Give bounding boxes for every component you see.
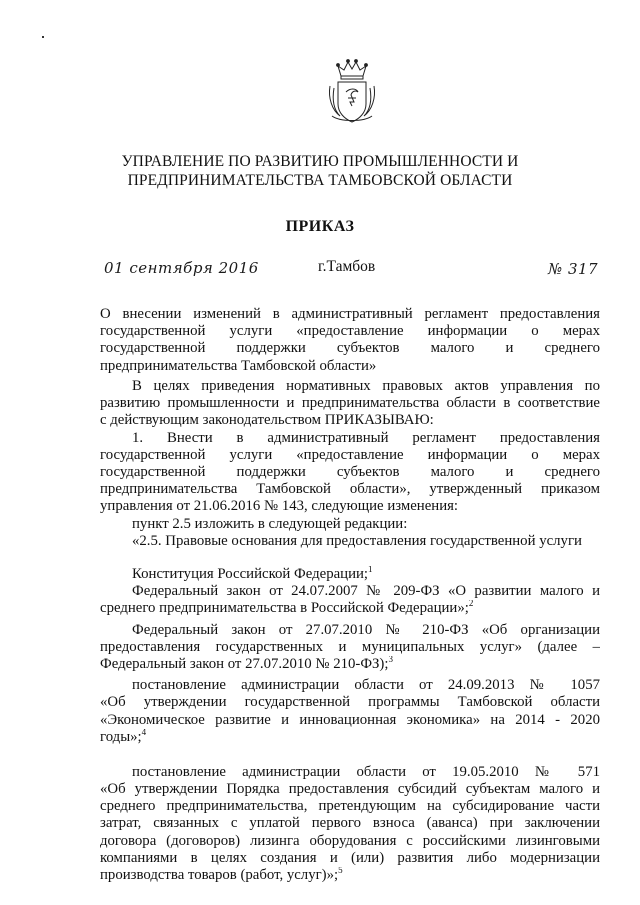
footnote-ref: 3	[388, 655, 393, 665]
body-line: «2.5. Правовые основания для предоставления государственной услуги	[132, 532, 582, 549]
body-line: 1. Внести в административный регламент предоставления	[132, 429, 600, 446]
subject-line: государственной услуги «предоставление информации о мерах	[100, 323, 600, 340]
coat-of-arms-emblem	[324, 58, 380, 128]
subject-line: предпринимательства Тамбовской области»	[100, 357, 377, 374]
legal-item-constitution	[100, 566, 600, 583]
legal-line	[100, 656, 600, 673]
body-line: государственной услуги «предоставление информации о мерах	[100, 446, 600, 463]
legal-line	[100, 600, 600, 617]
legal-line: «Экономическое развитие и инновационная экономика» на 2014 - 2020	[100, 711, 600, 728]
legal-text: среднего предпринимательства в Российской Федерации»;	[100, 600, 469, 617]
legal-line: компаниями в целях создания и (или) развития либо модернизации	[100, 849, 600, 866]
legal-line: постановление администрации области от 24.09.2013 № 1057	[132, 677, 600, 694]
legal-text: Конституция Российской Федерации;	[132, 566, 369, 582]
document-type-title: ПРИКАЗ	[285, 218, 355, 235]
scan-speck	[42, 36, 44, 38]
legal-text: Федеральный закон от 27.07.2010 № 210-ФЗ);	[100, 655, 389, 672]
body-line: государственной поддержки субъектов малого и среднего	[100, 463, 600, 480]
legal-line: договора (договоров) лизинга оборудования с российскими лизинговыми	[100, 832, 600, 849]
subject-line: О внесении изменений в административный регламент предоставления	[100, 306, 600, 322]
subject-line: государственной поддержки субъектов малого и среднего	[100, 340, 600, 357]
legal-text: производства товаров (работ, услуг)»;	[100, 867, 339, 883]
body-line: предпринимательства Тамбовской области», утвержденный приказом	[100, 481, 600, 498]
body-line: пункт 2.5 изложить в следующей редакции:	[132, 515, 408, 532]
body-line: В целях приведения нормативных правовых актов управления по	[132, 378, 600, 394]
footnote-ref: 4	[141, 728, 147, 737]
legal-line	[100, 729, 600, 746]
footnote-ref: 1	[368, 566, 373, 575]
footnote-ref: 5	[338, 867, 343, 876]
legal-line: «Об утверждении государственной программы Тамбовской области	[100, 694, 600, 711]
body-line: с действующим законодательством ПРИКАЗЫВАЮ:	[100, 412, 434, 429]
legal-line: Федеральный закон от 24.07.2007 № 209-ФЗ «О развитии малого и	[132, 583, 600, 600]
agency-name-line-1: УПРАВЛЕНИЕ ПО РАЗВИТИЮ ПРОМЫШЛЕННОСТИ И	[121, 153, 519, 170]
body-line: управления от 21.06.2016 № 143, следующие изменения:	[100, 498, 459, 515]
legal-line: постановление администрации области от 19.05.2010 № 571	[132, 763, 600, 780]
legal-bases-list	[100, 566, 600, 884]
order-subject	[100, 306, 600, 375]
legal-line: затрат, связанных с уплатой первого взноса (аванса) при заключении	[100, 815, 600, 832]
legal-line: «Об утверждении Порядка предоставления субсидий субъектам малого и	[100, 781, 600, 798]
order-body	[100, 378, 600, 550]
handwritten-date: 01 сентября 2016	[104, 259, 259, 277]
city-name: г.Тамбов	[318, 258, 376, 275]
handwritten-order-number: № 317	[548, 260, 599, 278]
legal-line: Федеральный закон от 27.07.2010 № 210-ФЗ «Об организации	[132, 621, 600, 638]
legal-line	[100, 867, 600, 884]
legal-text: годы»;	[100, 728, 142, 745]
body-line: развитию промышленности и предпринимательства области в соответствие	[100, 395, 600, 412]
legal-line: предоставления государственных и муниципальных услуг» (далее –	[100, 638, 600, 655]
agency-name-line-2: ПРЕДПРИНИМАТЕЛЬСТВА ТАМБОВСКОЙ ОБЛАСТИ	[127, 172, 513, 189]
legal-line: среднего предпринимательства, претендующим на субсидирование части	[100, 798, 600, 815]
footnote-ref: 2	[468, 600, 474, 609]
